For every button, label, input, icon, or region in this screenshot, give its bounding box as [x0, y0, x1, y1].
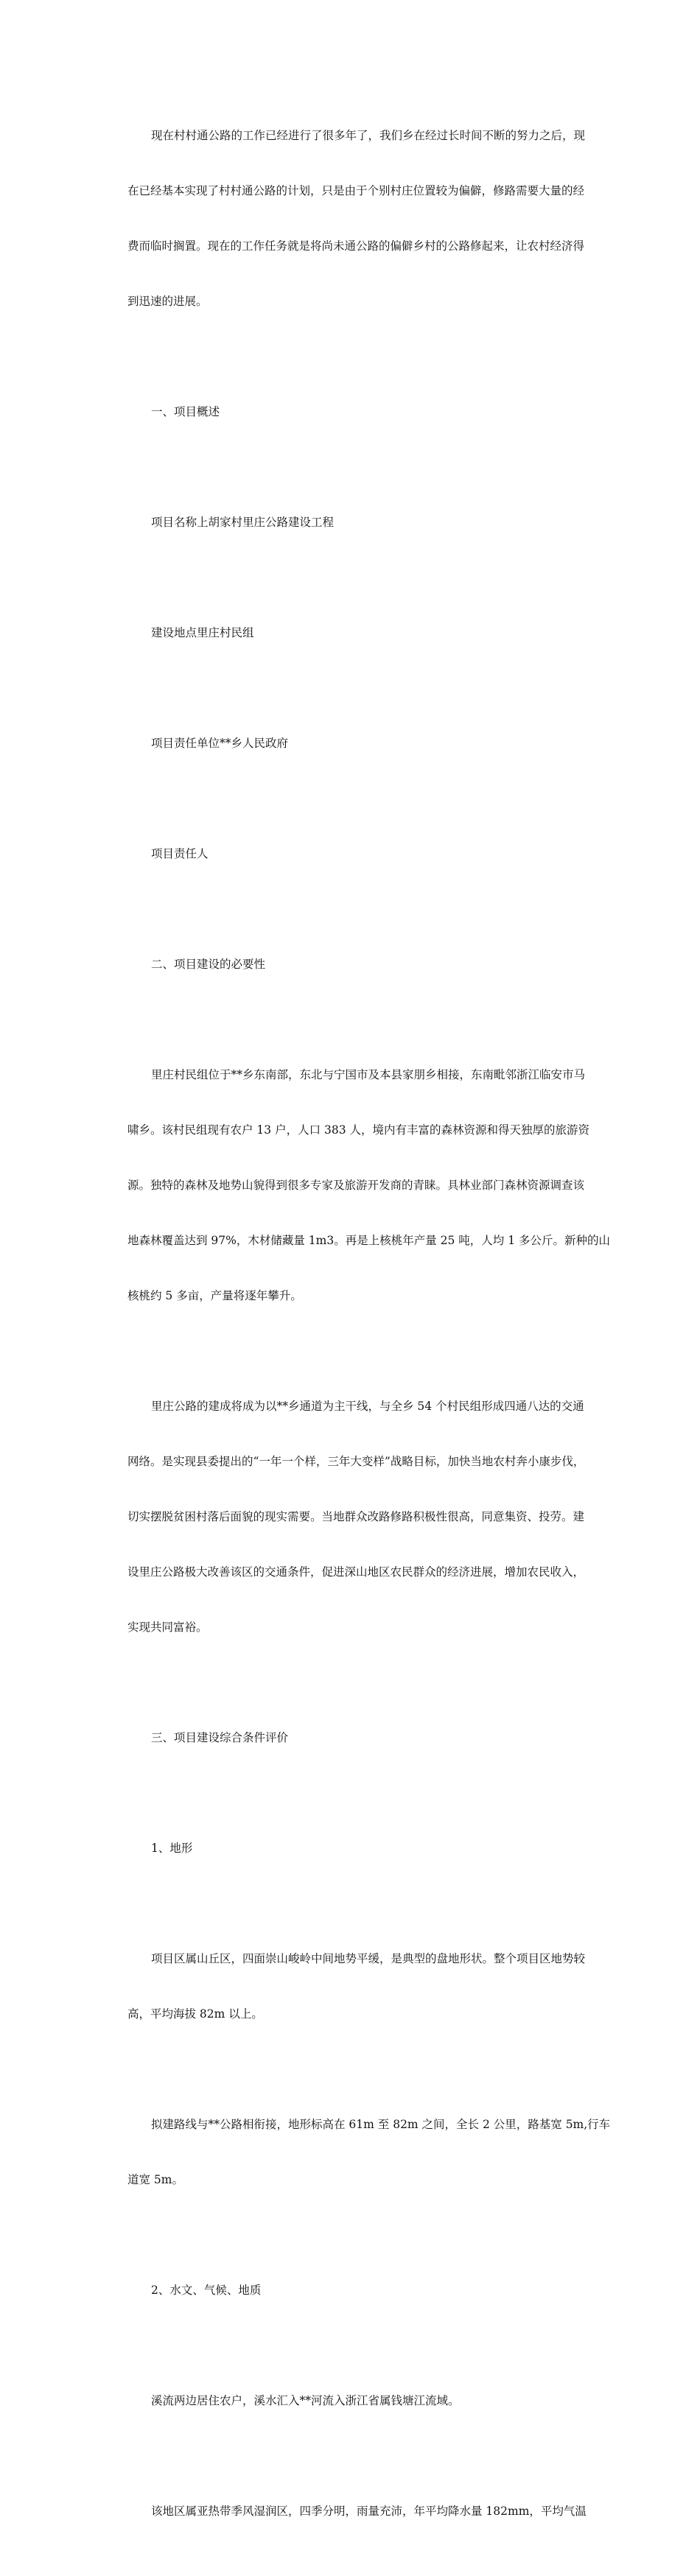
text-line: 网络。是实现县委提出的“一年一个样，三年大变样”战略目标，加快当地农村奔小康步伐，: [127, 1455, 585, 1468]
text-line: 三、项目建设综合条件评价: [151, 1731, 289, 1744]
project-location: [104, 587, 599, 679]
section-heading-necessity: [104, 919, 599, 1011]
project-name: [104, 477, 599, 569]
text-line: 在已经基本实现了村村通公路的计划，只是由于个别村庄位置较为偏僻，修路需要大量的经: [127, 184, 585, 197]
text-line: 现在村村通公路的工作已经进行了很多年了，我们乡在经过长时间不断的努力之后，现: [151, 129, 586, 142]
subheading-hydrology: [104, 2245, 599, 2337]
project-responsible-unit: [104, 698, 599, 790]
text-line: 该地区属亚热带季风湿润区，四季分明，雨量充沛，年平均降水量 182mm，平均气温: [151, 2505, 587, 2518]
text-line: 二、项目建设的必要性: [151, 958, 266, 971]
paragraph-terrain: [104, 1913, 599, 2060]
text-line: 建设地点里庄村民组: [151, 626, 254, 639]
project-responsible-person: [104, 808, 599, 900]
text-line: 项目责任人: [151, 847, 209, 860]
text-line: 高，平均海拔 82m 以上。: [127, 2007, 263, 2021]
subheading-terrain: [104, 1803, 599, 1895]
text-line: 拟建路线与**公路相衔接，地形标高在 61m 至 82m 之间，全长 2 公里，路基宽 5m,行车: [151, 2118, 611, 2131]
text-line: 道宽 5m。: [127, 2173, 183, 2186]
text-line: 里庄公路的建成将成为以**乡通道为主干线，与全乡 54 个村民组形成四通八达的交通: [151, 1400, 584, 1413]
text-line: 一、项目概述: [151, 405, 220, 418]
paragraph-intro: [104, 90, 599, 348]
text-line: 项目名称上胡家村里庄公路建设工程: [151, 516, 335, 529]
text-line: 1、地形: [151, 1842, 193, 1855]
text-line: 切实摆脱贫困村落后面貌的现实需要。当地群众改路修路积极性很高，同意集资、投劳。建: [127, 1510, 585, 1523]
document-page: [104, 90, 611, 2576]
text-line: 地森林覆盖达到 97%，木材储藏量 1m3。再是上核桃年产量 25 吨，人均 1 多公斤。新种的山: [127, 1234, 611, 1247]
text-line: 项目区属山丘区，四面崇山峻岭中间地势平缓，是典型的盘地形状。整个项目区地势较: [151, 1952, 586, 1965]
paragraph-streams: [104, 2355, 599, 2447]
text-line: 实现共同富裕。: [127, 1621, 208, 1634]
section-heading-evaluation: [104, 1692, 599, 1784]
text-line: 项目责任单位**乡人民政府: [151, 737, 289, 750]
text-line: 设里庄公路极大改善该区的交通条件，促进深山地区农民群众的经济进展，增加农民收入，: [127, 1565, 585, 1579]
paragraph-village-overview: [104, 1029, 611, 1342]
paragraph-route: [104, 2079, 611, 2226]
text-line: 里庄村民组位于**乡东南部，东北与宁国市及本县家朋乡相接，东南毗邻浙江临安市马: [151, 1068, 586, 1081]
section-heading-overview: [104, 366, 599, 458]
text-line: 核桃约 5 多亩，产量将逐年攀升。: [127, 1289, 302, 1302]
paragraph-climate: [104, 2466, 599, 2558]
text-line: 费而临时搁置。现在的工作任务就是将尚未通公路的偏僻乡村的公路修起来，让农村经济得: [127, 239, 585, 253]
text-line: 溪流两边居住农户，溪水汇入**河流入浙江省属钱塘江流域。: [151, 2394, 460, 2407]
text-line: 到迅速的进展。: [127, 295, 208, 308]
paragraph-road-benefits: [104, 1361, 599, 1674]
text-line: 啸乡。该村民组现有农户 13 户，人口 383 人，境内有丰富的森林资源和得天独厚的旅游资: [127, 1123, 590, 1137]
text-line: 2、水文、气候、地质: [151, 2284, 262, 2297]
text-line: 源。独特的森林及地势山貌得到很多专家及旅游开发商的青睐。具林业部门森林资源调查该: [127, 1179, 585, 1192]
